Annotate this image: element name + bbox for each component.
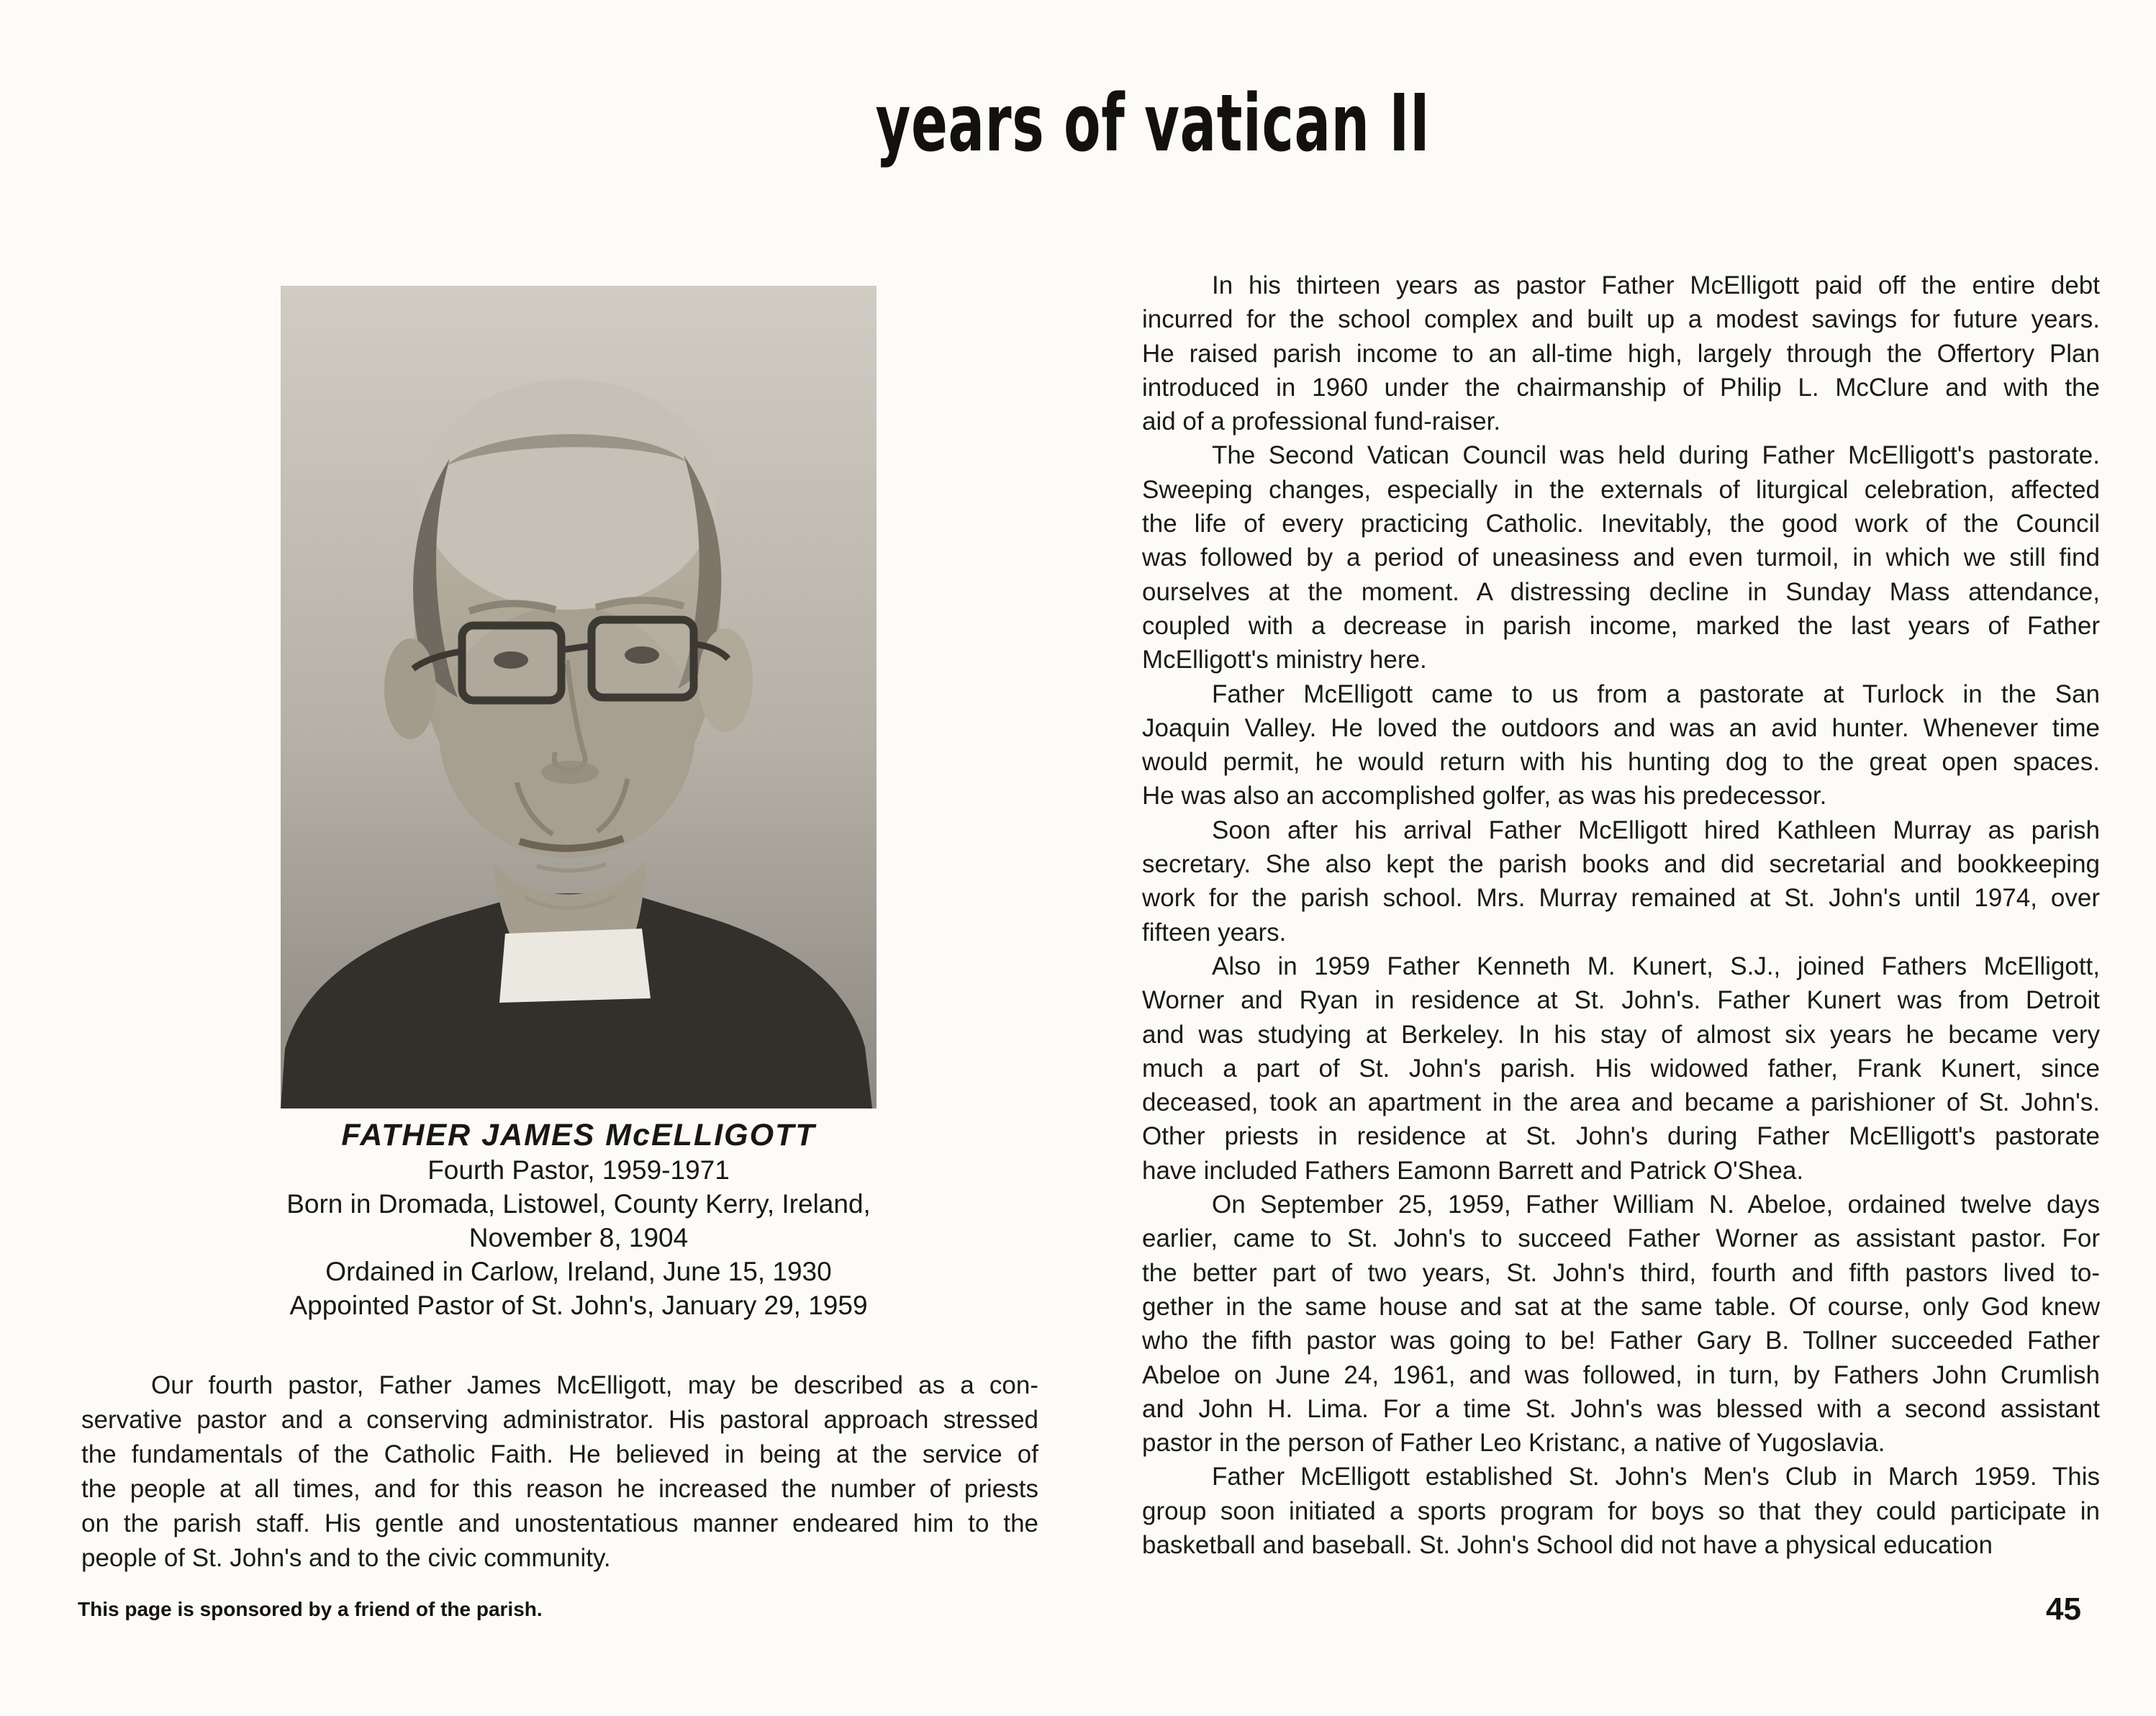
caption-line: Fourth Pastor, 1959-1971: [427, 1155, 730, 1185]
text-line: much a part of St. John's parish. His widowed father, Frank Kunert, since: [1142, 1054, 2100, 1083]
text-line: The Second Vatican Council was held during Father McElligott's pastorate.: [1212, 441, 2100, 470]
text-line: the life of every practicing Catholic. Inevitably, the good work of the Council: [1142, 510, 2100, 538]
text-line: on the parish staff. His gentle and unostentatious manner endeared him to the: [81, 1509, 1038, 1537]
caption-line: November 8, 1904: [468, 1223, 689, 1252]
paragraph: [1142, 438, 2100, 677]
caption-line: Born in Dromada, Listowel, County Kerry, Ireland,: [286, 1189, 871, 1219]
text-line: group soon initiated a sports program for boys so that they could participate in: [1142, 1496, 2100, 1525]
text-line: In his thirteen years as pastor Father McElligott paid off the entire debt: [1212, 271, 2100, 299]
text-line: Also in 1959 Father Kenneth M. Kunert, S.J., joined Fathers McElligott,: [1212, 952, 2100, 980]
page-title: [745, 77, 1560, 169]
text-line: incurred for the school complex and built up a modest savings for future years.: [1142, 305, 2100, 334]
text-line: the people at all times, and for this reason he increased the number of priests: [81, 1475, 1038, 1503]
text-line: deceased, took an apartment in the area and became a parishioner of St. John's.: [1142, 1088, 2100, 1117]
text-line: Sweeping changes, especially in the externals of liturgical celebration, affected: [1142, 475, 2100, 504]
paragraph: [1142, 268, 2100, 438]
text-line: McElligott's ministry here.: [1142, 646, 1427, 674]
page-title-text: years of vatican II: [875, 77, 1431, 169]
text-line: Worner and Ryan in residence at St. John's. Father Kunert was from Detroit: [1142, 986, 2100, 1015]
text-line: earlier, came to St. John's to succeed Father Worner as assistant pastor. For: [1142, 1224, 2100, 1253]
paragraph: [81, 1368, 1038, 1576]
sponsor-note: This page is sponsored by a friend of the parish.: [78, 1598, 543, 1620]
text-line: Joaquin Valley. He loved the outdoors and was an avid hunter. Whenever time: [1142, 713, 2100, 742]
text-line: Our fourth pastor, Father James McElligott, may be described as a con-: [151, 1371, 1038, 1399]
paragraph: [1142, 1460, 2100, 1562]
caption-line: Appointed Pastor of St. John's, January 29, 1959: [289, 1291, 868, 1320]
text-line: Soon after his arrival Father McElligott hired Kathleen Murray as parish: [1212, 816, 2100, 844]
text-line: secretary. She also kept the parish books and did secretarial and bookkeeping: [1142, 850, 2100, 879]
paragraph: [1142, 677, 2100, 813]
text-line: servative pastor and a conserving administrator. His pastoral approach stressed: [81, 1406, 1038, 1434]
text-line: He was also an accomplished golfer, as was his predecessor.: [1142, 782, 1827, 810]
caption-line: Ordained in Carlow, Ireland, June 15, 1930: [325, 1257, 832, 1286]
caption-name: FATHER JAMES McELLIGOTT: [341, 1118, 816, 1152]
text-line: Father McElligott established St. John's Men's Club in March 1959. This: [1212, 1463, 2100, 1491]
portrait-photo: [281, 286, 877, 1108]
text-line: Father McElligott came to us from a pastorate at Turlock in the San: [1212, 679, 2100, 708]
text-line: He raised parish income to an all-time high, largely through the Offertory Plan: [1142, 339, 2100, 368]
text-line: and John H. Lima. For a time St. John's was blessed with a second assistant: [1142, 1394, 2100, 1423]
text-line: would permit, he would return with his hunting dog to the great open spaces.: [1142, 748, 2100, 777]
text-line: introduced in 1960 under the chairmanship of Philip L. McClure and with the: [1142, 373, 2100, 402]
text-line: aid of a professional fund-raiser.: [1142, 407, 1501, 436]
text-line: the better part of two years, St. John's third, fourth and fifth pastors lived to-: [1142, 1258, 2100, 1287]
text-line: pastor in the person of Father Leo Kristanc, a native of Yugoslavia.: [1142, 1429, 1885, 1458]
text-line: Abeloe on June 24, 1961, and was followed, in turn, by Fathers John Crumlish: [1142, 1360, 2100, 1389]
text-line: coupled with a decrease in parish income, marked the last years of Father: [1142, 611, 2100, 640]
text-line: was followed by a period of uneasiness and even turmoil, in which we still find: [1142, 543, 2100, 572]
paragraph: [1142, 813, 2100, 949]
text-line: fifteen years.: [1142, 918, 1287, 947]
text-line: On September 25, 1959, Father William N. Abeloe, ordained twelve days: [1212, 1191, 2100, 1219]
portrait-illustration: [281, 286, 877, 1108]
text-line: have included Fathers Eamonn Barrett and Patrick O'Shea.: [1142, 1156, 1804, 1185]
paragraph: [1142, 949, 2100, 1188]
text-line: the fundamentals of the Catholic Faith. He believed in being at the service of: [81, 1440, 1038, 1468]
right-column: [1142, 268, 2100, 1562]
text-line: work for the parish school. Mrs. Murray remained at St. John's until 1974, over: [1142, 884, 2100, 913]
page-number: 45: [2046, 1591, 2081, 1627]
text-line: basketball and baseball. St. John's School did not have a physical education: [1142, 1530, 1993, 1559]
left-column: [81, 1368, 1038, 1576]
text-line: gether in the same house and sat at the same table. Of course, only God knew: [1142, 1292, 2100, 1321]
text-line: who the fifth pastor was going to be! Father Gary B. Tollner succeeded Father: [1142, 1327, 2100, 1355]
paragraph: [1142, 1188, 2100, 1460]
text-line: and was studying at Berkeley. In his stay of almost six years he became very: [1142, 1020, 2100, 1049]
photo-caption: [176, 1117, 982, 1322]
text-line: ourselves at the moment. A distressing decline in Sunday Mass attendance,: [1142, 577, 2100, 606]
text-line: people of St. John's and to the civic community.: [81, 1544, 611, 1572]
text-line: Other priests in residence at St. John's during Father McElligott's pastorate: [1142, 1122, 2100, 1151]
